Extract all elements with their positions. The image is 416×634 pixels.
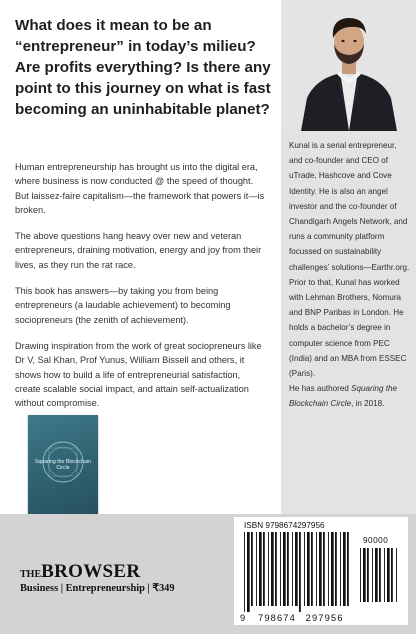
bio-paragraph	[289, 381, 411, 411]
barcode-bar	[299, 532, 301, 612]
barcode-bar	[367, 548, 369, 602]
barcode-bar	[396, 548, 397, 602]
bio-text: He has authored	[289, 384, 352, 394]
barcode-bar	[247, 532, 250, 612]
barcode-bar	[343, 532, 346, 606]
barcode-bar	[256, 532, 257, 606]
ean-barcode	[244, 532, 354, 612]
barcode-bar	[307, 532, 310, 606]
price-code: 90000	[363, 536, 389, 545]
barcode-bar	[280, 532, 281, 606]
previous-book-cover	[28, 415, 98, 523]
barcode-bar	[391, 548, 393, 602]
barcode-bar	[347, 532, 349, 606]
blurb	[15, 160, 267, 422]
author-portrait-illustration	[281, 0, 416, 131]
author-photo	[281, 0, 416, 131]
barcode-digits	[240, 612, 344, 623]
barcode-digit-group: 297956	[305, 612, 344, 623]
barcode-bar	[244, 532, 245, 612]
barcode-bar	[259, 532, 262, 606]
barcode-bar	[319, 532, 322, 606]
blurb-paragraph: The above questions hang heavy over new and veteran entrepreneurs, draining motivation, energy and joy from their lives, as they run the rat race.	[15, 231, 262, 270]
blurb-paragraph: Human entrepreneurship has brought us into the digital era, where business is now conducted @ the speed of thought. But laissez-faire capitalism—the framework that powers it—is broken.	[15, 162, 265, 215]
bio-paragraph: Prior to that, Kunal has worked with Lehman Brothers, Nomura and BNP Paribas in London. He holds a bachelor’s degree in computer science from PEC (India) and an MBA from ESSEC (Paris).	[289, 277, 407, 379]
barcode-bar	[292, 532, 293, 606]
barcode-bar	[335, 532, 337, 606]
barcode-bar	[287, 532, 289, 606]
barcode-bar	[360, 548, 361, 602]
barcode-bar	[275, 532, 277, 606]
barcode-bar	[328, 532, 329, 606]
barcode-bar	[375, 548, 378, 602]
barcode-bar	[268, 532, 269, 606]
barcode-bar	[271, 532, 274, 606]
barcode-bar	[323, 532, 325, 606]
barcode-bar	[263, 532, 265, 606]
publisher-logo	[20, 561, 140, 583]
barcode-bar	[304, 532, 305, 606]
barcode-block	[234, 517, 408, 625]
barcode-bar	[331, 532, 334, 606]
publisher-logo-the: THE	[20, 569, 42, 580]
barcode-bar	[311, 532, 313, 606]
blurb-paragraph: This book has answers—by taking you from being entrepreneurs (a laudable achievement) to becoming sociopreneurs (the zenith of achievement).	[15, 286, 231, 325]
barcode-bar	[379, 548, 381, 602]
barcode-bar	[316, 532, 317, 606]
barcode-bar	[387, 548, 390, 602]
price-addon-barcode	[360, 548, 400, 608]
barcode-bar	[363, 548, 366, 602]
blurb-paragraph: Drawing inspiration from the work of great sociopreneurs like Dr V, Sal Khan, Prof Yunus, William Bissell and others, it shows how to build a life of entrepreneurial satisfaction, create scalable social impact, and attain self-actualization without compromise.	[15, 340, 262, 409]
barcode-bar	[372, 548, 373, 602]
previous-book-title: Squaring the Blockchain Circle	[35, 459, 91, 472]
back-cover-headline: What does it mean to be an “entrepreneur” in today’s milieu? Are profits everything? Is there any point to this journey on what is fast becoming an uninhabitable planet?	[15, 17, 271, 118]
barcode-bar	[251, 532, 253, 606]
barcode-bar	[295, 532, 298, 606]
barcode-digit-prefix: 9	[240, 612, 247, 623]
authored-book-title: Squaring the Blockchain Circle	[289, 384, 398, 409]
bio-text: , in 2018.	[351, 399, 385, 409]
barcode-bar	[384, 548, 385, 602]
barcode-bar	[283, 532, 286, 606]
publisher-logo-name: BROWSER	[41, 561, 141, 582]
isbn-label: ISBN 9798674297956	[244, 521, 325, 530]
barcode-digit-group: 798674	[258, 612, 296, 623]
category-and-price: Business | Entrepreneurship | ₹349	[20, 583, 175, 594]
barcode-bar	[340, 532, 341, 606]
bio-paragraph: Kunal is a serial entrepreneur, and co-founder and CEO of uTrade, Hashcove and Cove Identity. He is also an angel investor and the co-founder of Chandigarh Angels Network, and runs a community platform focussed on sustainability challenges’ solutions—Earthr.org.	[289, 141, 410, 272]
author-bio	[289, 138, 411, 412]
